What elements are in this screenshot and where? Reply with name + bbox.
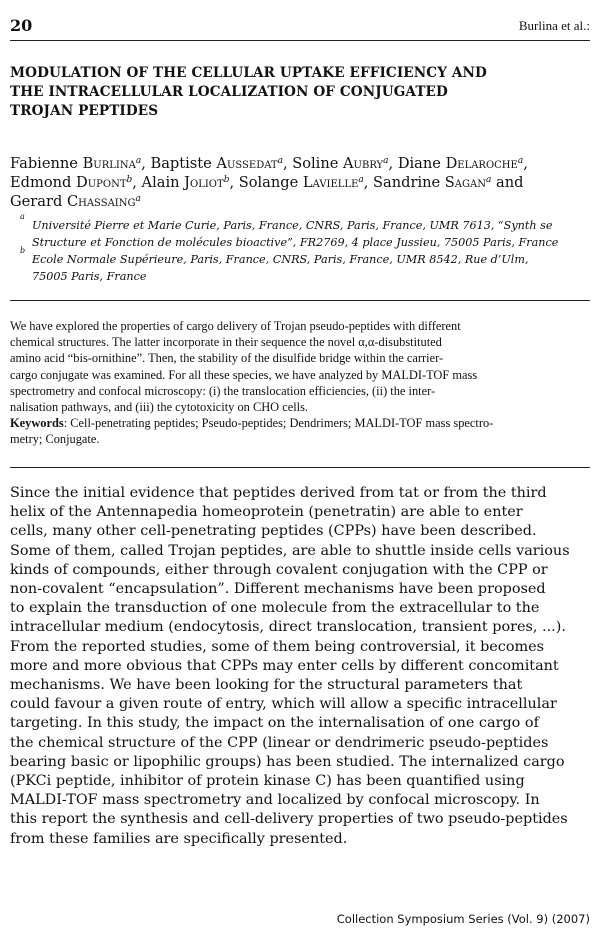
page-header: [10, 16, 590, 38]
author: Sandrine Sagan$^a$ and: [373, 174, 524, 191]
author: Soline Aubry$^a$,: [292, 155, 398, 172]
abstract-line: We have explored the properties of cargo delivery of Trojan pseudo-peptides with different: [10, 319, 461, 333]
body-text: [10, 484, 590, 849]
author-line: [10, 192, 590, 211]
author-list: [10, 154, 590, 211]
body-line: Some of them, called Trojan peptides, are able to shuttle inside cells various: [10, 542, 570, 559]
abstract-line: cargo conjugate was examined. For all these species, we have analyzed by MALDI-TOF mass: [10, 367, 478, 382]
affiliation: a Université Pierre et Marie Curie, Paris, France, CNRS, Paris, France, UMR 7613, “Synth se Structure et Fonction de molécules bioactive”, FR2769, 4 place Jussieu, 75005 Paris, France: [22, 217, 587, 251]
keywords-line: metry; Conjugate.: [10, 432, 100, 447]
title-line: MODULATION OF THE CELLULAR UPTAKE EFFICIENCY AND: [10, 65, 487, 81]
header-rule: [10, 40, 590, 41]
author: Alain Joliot$^b$,: [141, 174, 239, 191]
author: Fabienne Burlina$^a$,: [10, 155, 151, 172]
affiliation-line: 75005 Paris, France: [32, 270, 147, 283]
body-line: mechanisms. We have been looking for the structural parameters that: [10, 677, 523, 694]
body-line: could favour a given route of entry, which will allow a specific intracellular: [10, 696, 557, 713]
body-line: more and more obvious that CPPs may enter cells by different concomitant: [10, 657, 559, 674]
abstract-bottom-rule: [10, 467, 590, 468]
abstract-line: chemical structures. The latter incorporate in their sequence the novel α,α-disubstituted: [10, 335, 442, 350]
abstract: [10, 318, 590, 448]
body-line: non-covalent “encapsulation”. Different mechanisms have been proposed: [10, 581, 546, 598]
author: Solange Lavielle$^a$,: [238, 174, 374, 191]
author: Baptiste Aussedat$^a$,: [150, 155, 293, 172]
body-line: (PKCi peptide, inhibitor of protein kinase C) has been quantified using: [10, 773, 525, 790]
keywords-line: [10, 415, 590, 431]
abstract-line: nalisation pathways, and (iii) the cytotoxicity on CHO cells.: [10, 400, 309, 415]
author-line: [10, 173, 590, 192]
article-title: [10, 64, 570, 121]
page-number: 20: [10, 16, 33, 35]
body-line: this report the synthesis and cell-delivery properties of two pseudo-peptides: [10, 811, 568, 828]
abstract-top-rule: [10, 300, 590, 301]
body-line: to explain the transduction of one molecule from the extracellular to the: [10, 600, 540, 617]
body-line: Since the initial evidence that peptides derived from tat or from the third: [10, 485, 547, 501]
body-line: intracellular medium (endocytosis, direct translocation, transient pores, ...).: [10, 619, 566, 636]
affiliation-line: Ecole Normale Supérieure, Paris, France, CNRS, Paris, France, UMR 8542, Rue d’Ulm,: [32, 253, 529, 266]
affiliation-line: Structure et Fonction de molécules bioactive”, FR2769, 4 place Jussieu, 75005 Paris, France: [32, 236, 559, 249]
author: Diane Delaroche$^a$,: [397, 155, 528, 172]
page-footer: Collection Symposium Series (Vol. 9) (2007): [336, 912, 590, 926]
body-line: helix of the Antennapedia homeoprotein (penetratin) are able to enter: [10, 504, 523, 521]
body-line: from these families are specifically presented.: [10, 830, 348, 847]
title-line: TROJAN PEPTIDES: [10, 103, 159, 119]
body-line: kinds of compounds, either through covalent conjugation with the CPP or: [10, 561, 548, 578]
affiliation-line: Université Pierre et Marie Curie, Paris, France, CNRS, Paris, France, UMR 7613, “Synth se: [32, 219, 553, 232]
abstract-line: spectrometry and confocal microscopy: (i) the translocation efficiencies, (ii) the inter-: [10, 383, 436, 398]
body-line: cells, many other cell-penetrating peptides (CPPs) have been described.: [10, 523, 537, 540]
affiliations: [20, 212, 587, 285]
author: Gerard Chassaing$^a$: [10, 193, 141, 210]
author-line: [10, 154, 590, 173]
keywords-label: Keywords: [10, 416, 64, 431]
keywords-text: : Cell-penetrating peptides; Pseudo-peptides; Dendrimers; MALDI-TOF mass spectro-: [63, 416, 494, 431]
body-line: From the reported studies, some of them being controversial, it becomes: [10, 638, 545, 655]
affiliation: b Ecole Normale Supérieure, Paris, France, CNRS, Paris, France, UMR 8542, Rue d’Ulm, 75005 Paris, France: [22, 251, 587, 285]
title-line: THE INTRACELLULAR LOCALIZATION OF CONJUGATED: [10, 84, 448, 100]
body-line: MALDI-TOF mass spectrometry and localized by confocal microscopy. In: [10, 792, 540, 809]
body-line: targeting. In this study, the impact on the internalisation of one cargo of: [10, 715, 539, 732]
body-line: bearing basic or lipophilic groups) has been studied. The internalized cargo: [10, 753, 565, 770]
running-head: Burlina et al.:: [518, 18, 590, 33]
abstract-line: amino acid “bis-ornithine”. Then, the stability of the disulfide bridge within the carrier-: [10, 351, 444, 366]
author: Edmond Dupont$^b$,: [10, 174, 142, 191]
body-line: the chemical structure of the CPP (linear or dendrimeric pseudo-peptides: [10, 734, 549, 751]
